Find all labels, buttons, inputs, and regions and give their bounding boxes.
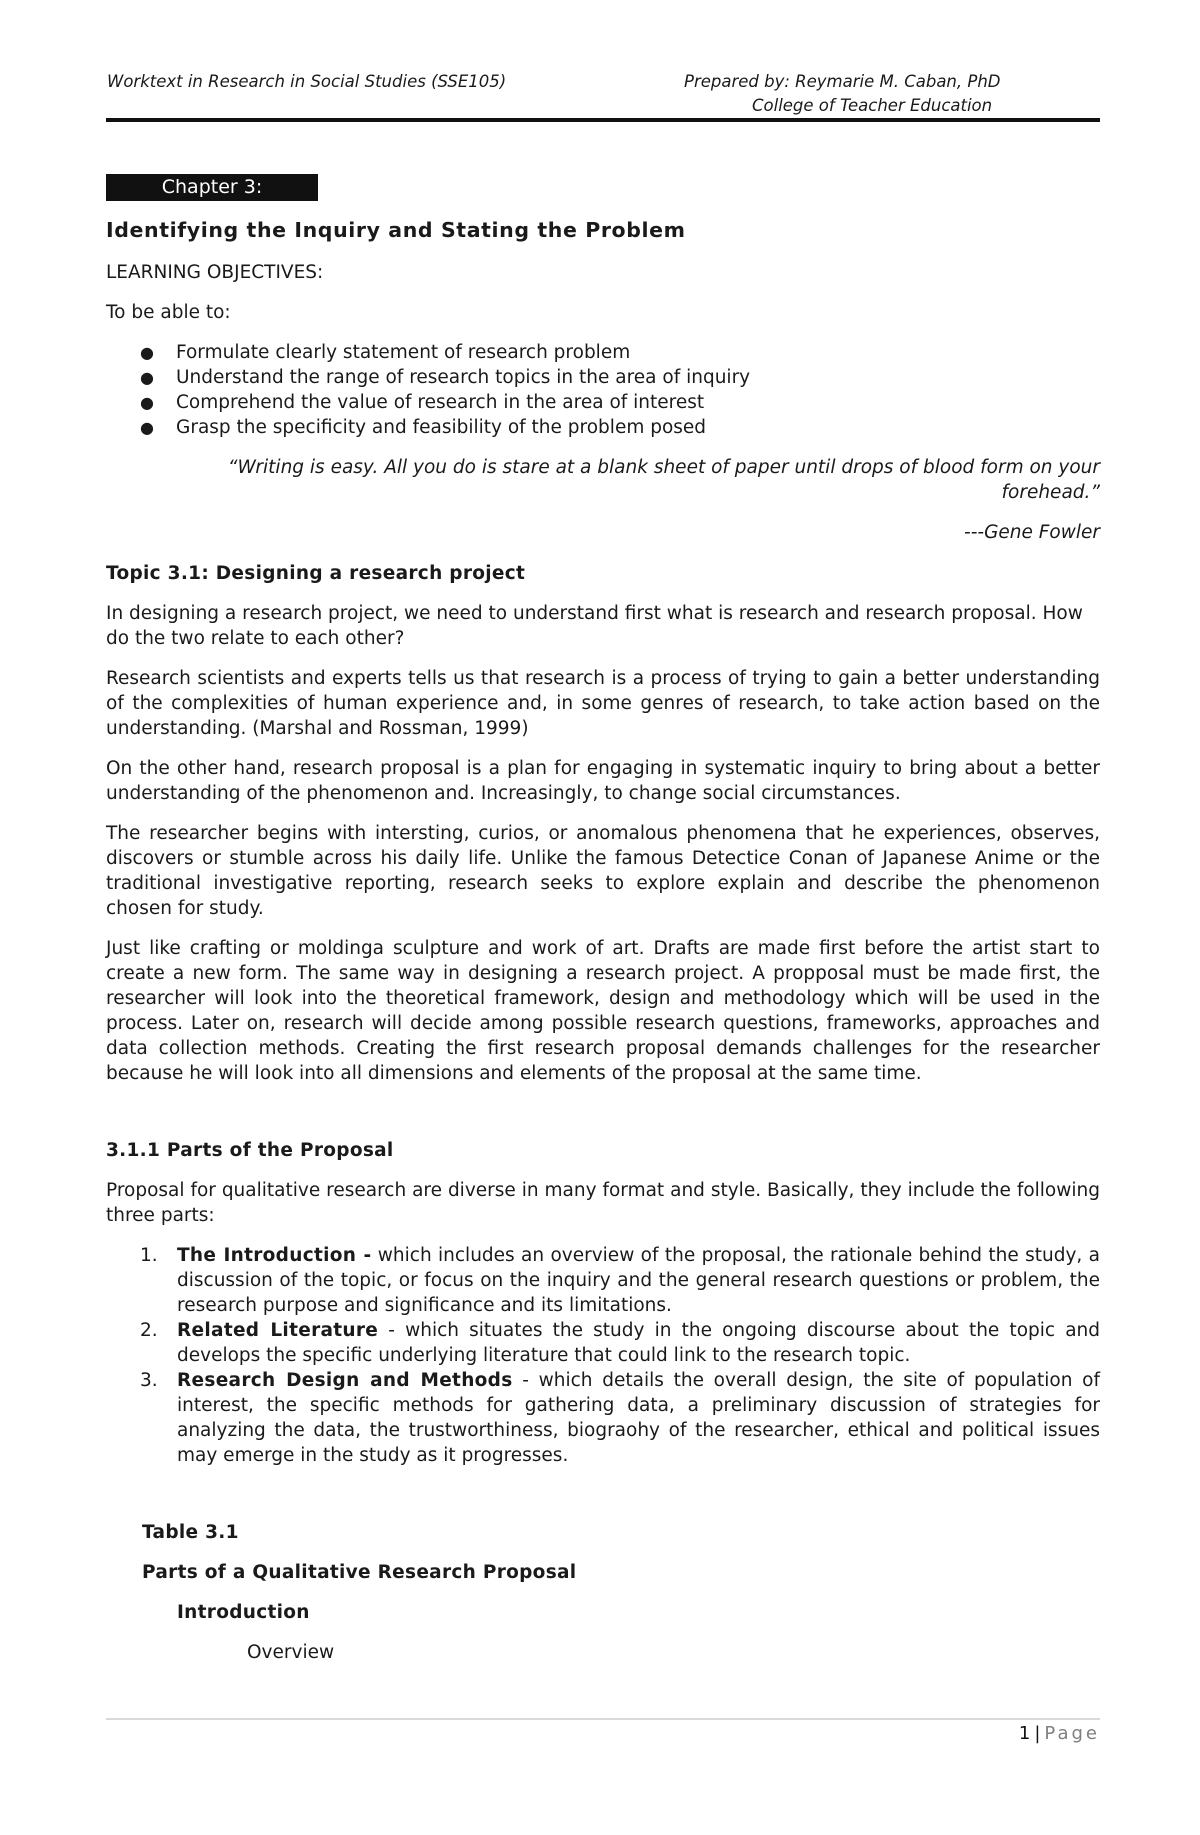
item-term: Related Literature xyxy=(177,1320,379,1341)
objective-text: Formulate clearly statement of research problem xyxy=(176,342,631,363)
objective-text: Understand the range of research topics in the area of inquiry xyxy=(176,367,751,388)
table-caption: Table 3.1 xyxy=(142,1522,239,1543)
quote-text: “Writing is easy. All you do is stare at a blank sheet of paper until drops of blood form on your forehead.” xyxy=(227,457,1100,503)
list-item xyxy=(106,390,1100,415)
page-body xyxy=(106,260,1100,1665)
item-term: The Introduction - xyxy=(177,1245,372,1266)
parts-list xyxy=(106,1243,1100,1468)
item-description: which includes an overview of the proposal, the rationale behind the study, a discussion of the topic, or focus on the inquiry and the general research questions or problem, the research purpose and significance and its limitations. xyxy=(177,1245,1100,1316)
list-item xyxy=(106,415,1100,440)
item-term: Research Design and Methods xyxy=(177,1370,513,1391)
objective-text: Grasp the specificity and feasibility of the problem posed xyxy=(176,417,707,438)
chapter-title: Identifying the Inquiry and Stating the Problem xyxy=(106,218,686,242)
bullet-icon: ● xyxy=(140,393,154,412)
paragraph: Just like crafting or moldinga sculpture and work of art. Drafts are made first before the artist start to create a new form. The same way in designing a research project. A propposal must be made first, the researcher will look into the theoretical framework, design and methodology which will be used in the process. Later on, research will decide among possible research questions, frameworks, approaches and data collection methods. Creating the first research proposal demands challenges for the researcher because he will look into all dimensions and elements of the proposal at the same time. xyxy=(106,938,1100,1084)
item-description: - which details the overall design, the site of population of interest, the specific methods for gathering data, a preliminary discussion of strategies for analyzing the data, the trustworthiness, biograohy of the researcher, ethical and political issues may emerge in the study as it progresses. xyxy=(177,1370,1100,1466)
header-course-title: Worktext in Research in Social Studies (SSE105) xyxy=(107,72,507,91)
item-number: 2. xyxy=(140,1320,158,1341)
quote-author: ---Gene Fowler xyxy=(964,522,1100,543)
bullet-icon: ● xyxy=(140,418,154,437)
paragraph: In designing a research project, we need to understand first what is research and research proposal. How do the two relate to each other? xyxy=(106,603,1083,649)
item-number: 3. xyxy=(140,1370,158,1391)
header-divider xyxy=(106,118,1100,122)
objective-text: Comprehend the value of research in the area of interest xyxy=(176,392,705,413)
footer-page-number xyxy=(1019,1723,1100,1744)
header-college: College of Teacher Education xyxy=(752,96,993,115)
list-item xyxy=(106,365,1100,390)
topic-heading: Topic 3.1: Designing a research project xyxy=(106,563,526,584)
paragraph: Research scientists and experts tells us that research is a process of trying to gain a better understanding of the complexities of human experience and, in some genres of research, to take action based on the understanding. (Marshal and Rossman, 1999) xyxy=(106,668,1100,739)
paragraph: The researcher begins with intersting, curios, or anomalous phenomena that he experiences, observes, discovers or stumble across his daily life. Unlike the famous Detectice Conan of Japanese Anime or the traditional investigative reporting, research seeks to explore explain and describe the phenomenon chosen for study. xyxy=(106,823,1100,919)
list-item xyxy=(106,1318,1100,1368)
page-label: Page xyxy=(1044,1723,1100,1744)
footer-divider xyxy=(106,1718,1100,1720)
paragraph: Proposal for qualitative research are diverse in many format and style. Basically, they include the following three parts: xyxy=(106,1180,1100,1226)
paragraph: On the other hand, research proposal is a plan for engaging in systematic inquiry to bring about a better understanding of the phenomenon and. Increasingly, to change social circumstances. xyxy=(106,758,1100,804)
chapter-label: Chapter 3: xyxy=(106,174,318,201)
page-separator: | xyxy=(1034,1723,1041,1744)
list-item xyxy=(106,340,1100,365)
page-number: 1 xyxy=(1018,1723,1031,1744)
header-prepared-by: Prepared by: Reymarie M. Caban, PhD xyxy=(684,72,1001,91)
table-title: Parts of a Qualitative Research Proposal xyxy=(142,1562,577,1583)
table-item: Overview xyxy=(247,1642,335,1663)
list-item xyxy=(106,1368,1100,1468)
section-heading: 3.1.1 Parts of the Proposal xyxy=(106,1140,394,1161)
list-item xyxy=(106,1243,1100,1318)
item-description: - which situates the study in the ongoing discourse about the topic and develops the specific underlying literature that could link to the research topic. xyxy=(177,1320,1101,1366)
objectives-intro: To be able to: xyxy=(106,302,231,323)
table-section: Introduction xyxy=(177,1602,310,1623)
objectives-heading: LEARNING OBJECTIVES: xyxy=(106,262,324,283)
bullet-icon: ● xyxy=(140,343,154,362)
objectives-list xyxy=(106,340,1100,440)
bullet-icon: ● xyxy=(140,368,154,387)
item-number: 1. xyxy=(140,1245,158,1266)
